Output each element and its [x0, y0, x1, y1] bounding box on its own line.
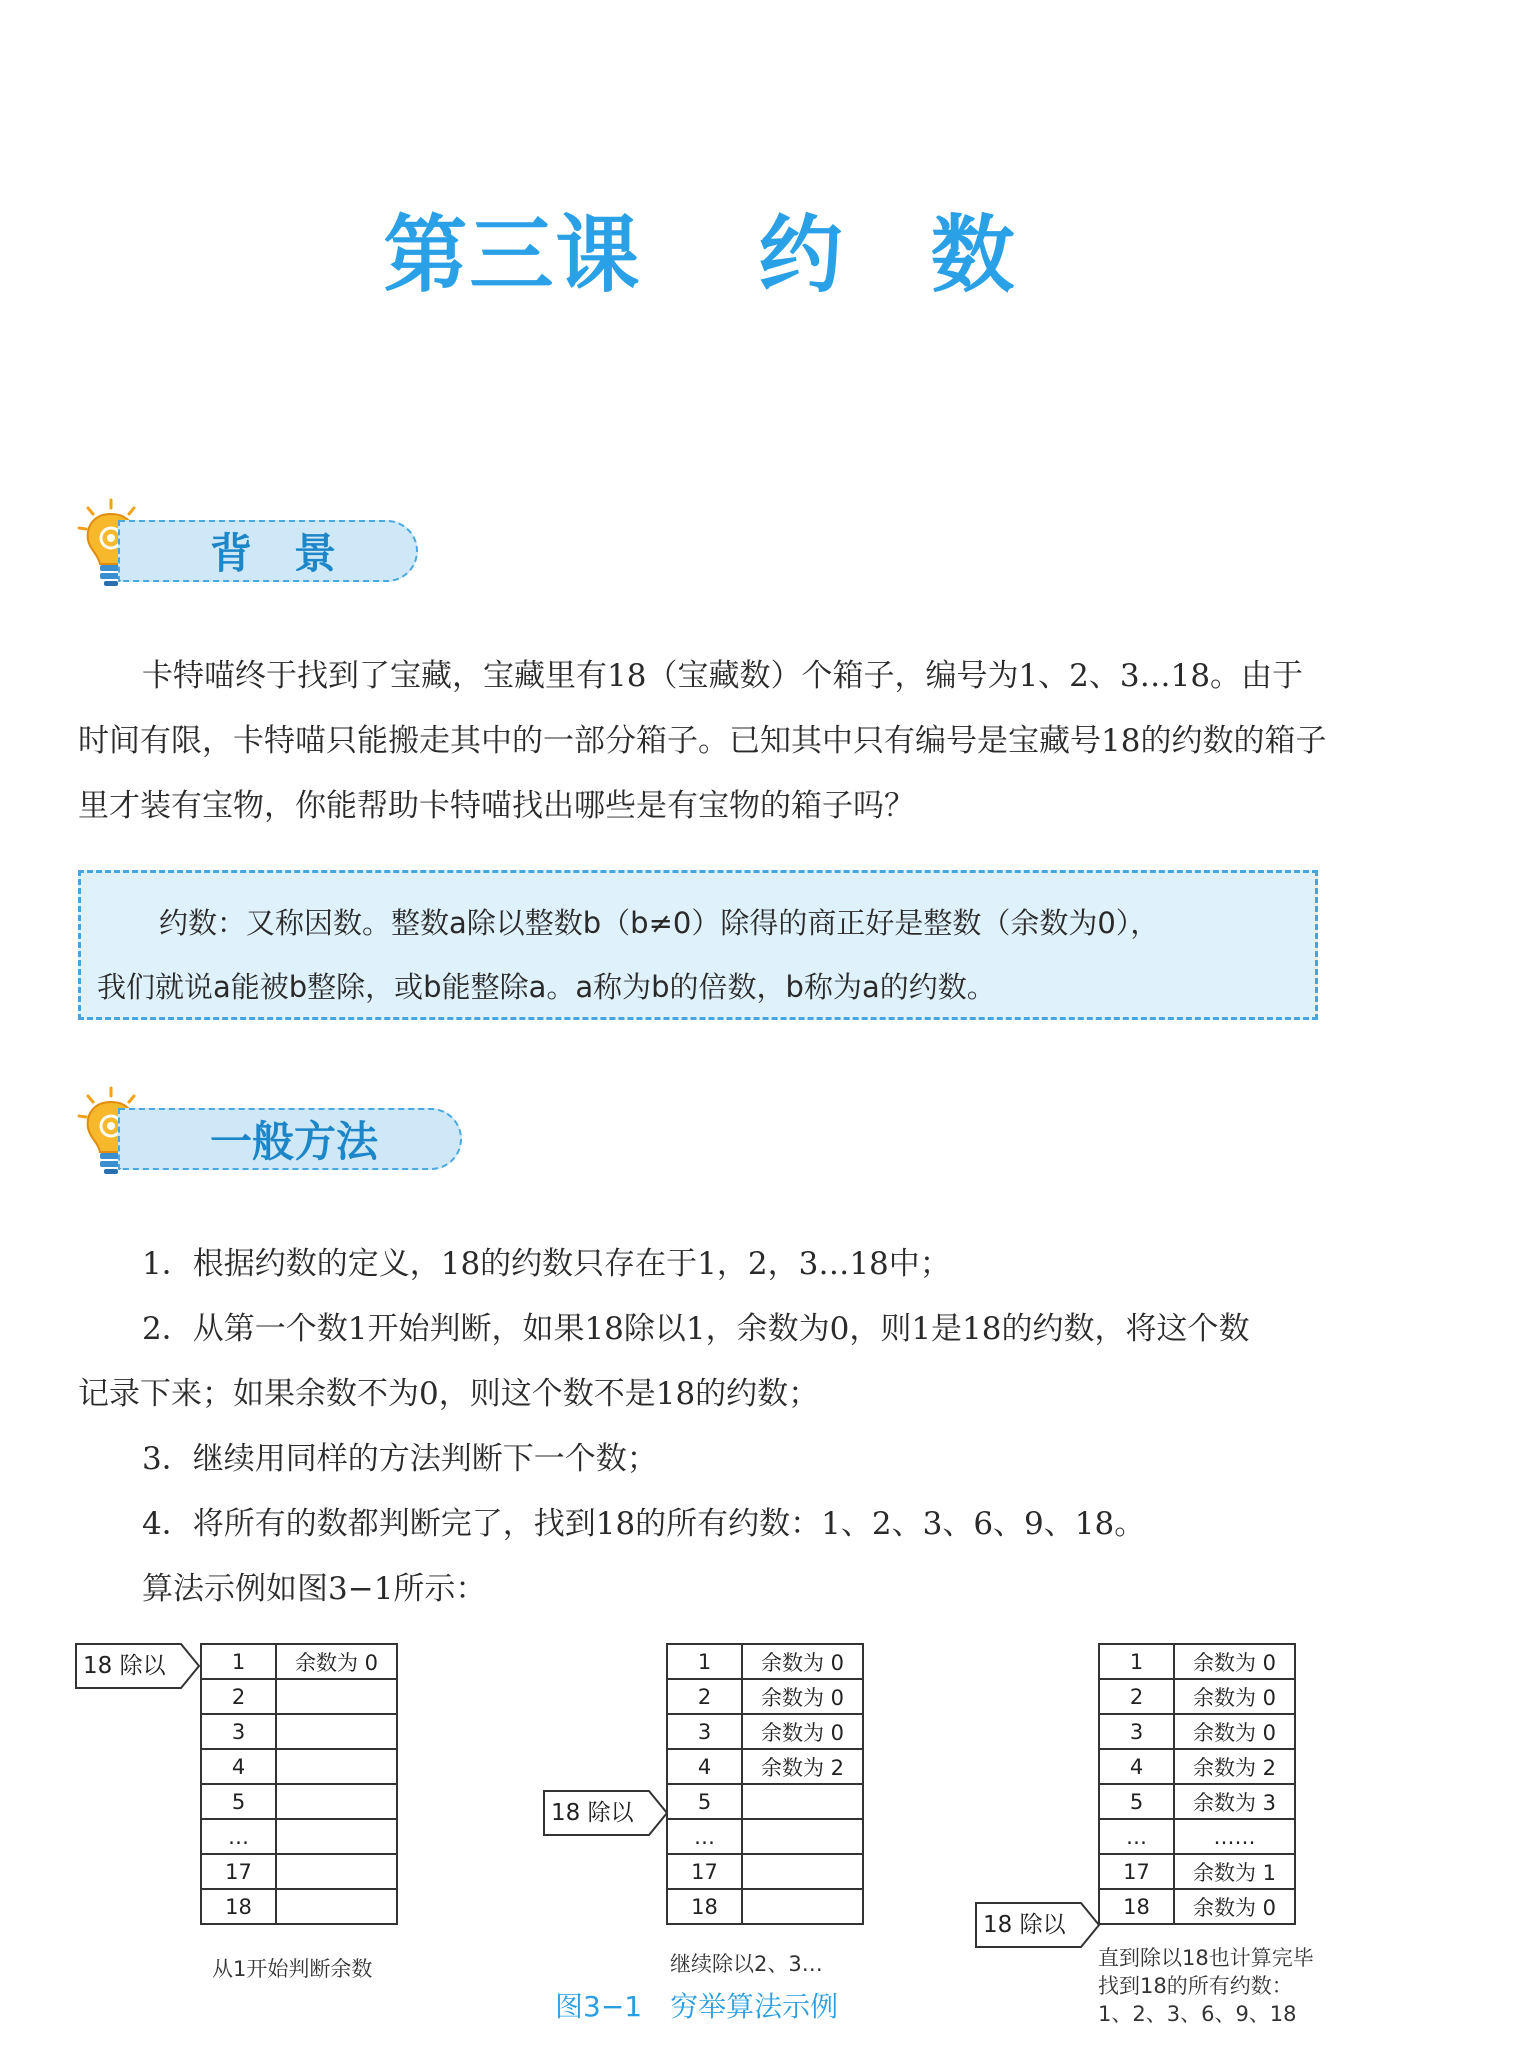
- divisor-cell: 2: [201, 1679, 276, 1714]
- remainder-cell: 余数为 0: [742, 1714, 863, 1749]
- caption-line: 1、2、3、6、9、18: [1098, 2002, 1297, 2026]
- table-row: [1099, 1644, 1295, 1679]
- definition-line-2: 我们就说a能被b整除，或b能整除a。a称为b的倍数，b称为a的约数。: [97, 970, 996, 1004]
- divide-arrow-label: 18 除以: [551, 1800, 634, 1826]
- remainder-cell: [276, 1749, 397, 1784]
- remainder-cell: [276, 1714, 397, 1749]
- divide-arrow-label: 18 除以: [983, 1912, 1066, 1938]
- table-row: [201, 1854, 397, 1889]
- divisor-cell: 4: [1099, 1749, 1174, 1784]
- table-row: [1099, 1784, 1295, 1819]
- divisor-cell: 17: [1099, 1854, 1174, 1889]
- table-row: [667, 1889, 863, 1924]
- figure-caption: 图3−1 穷举算法示例: [555, 1990, 839, 2023]
- figure-intro: 算法示例如图3−1所示：: [142, 1571, 487, 1607]
- remainder-table-3: [1098, 1643, 1296, 1925]
- divide-arrow-label: 18 除以: [83, 1653, 166, 1679]
- diagram-caption-2: [670, 1950, 823, 1978]
- remainder-cell: 余数为 1: [1174, 1854, 1295, 1889]
- table-row: [667, 1819, 863, 1854]
- definition-box: [78, 870, 1318, 1020]
- divide-arrow: [975, 1902, 1101, 1948]
- divisor-cell: 5: [667, 1784, 742, 1819]
- divisor-cell: …: [667, 1819, 742, 1854]
- remainder-cell: 余数为 0: [742, 1644, 863, 1679]
- caption-line: 直到除以18也计算完毕: [1098, 1946, 1314, 1970]
- step-2-continued: 记录下来；如果余数不为0，则这个数不是18的约数；: [78, 1376, 820, 1412]
- table-row: [201, 1714, 397, 1749]
- divisor-cell: 17: [201, 1854, 276, 1889]
- diagram-caption-1: [212, 1955, 372, 1983]
- divisor-cell: 2: [667, 1679, 742, 1714]
- step-4: 4．将所有的数都判断完了，找到18的所有约数：1、2、3、6、9、18。: [142, 1506, 1146, 1542]
- table-row: [1099, 1819, 1295, 1854]
- section-heading-label: 背 景: [118, 520, 418, 582]
- remainder-cell: [276, 1784, 397, 1819]
- table-row: [1099, 1889, 1295, 1924]
- divisor-cell: 18: [1099, 1889, 1174, 1924]
- divisor-cell: 4: [667, 1749, 742, 1784]
- divisor-cell: …: [1099, 1819, 1174, 1854]
- remainder-cell: 余数为 2: [1174, 1749, 1295, 1784]
- remainder-cell: ……: [1174, 1819, 1295, 1854]
- diagram-caption-3: [1098, 1944, 1314, 2028]
- divisor-cell: 1: [201, 1644, 276, 1679]
- table-row: [667, 1644, 863, 1679]
- divisor-cell: 17: [667, 1854, 742, 1889]
- divisor-cell: 3: [1099, 1714, 1174, 1749]
- divisor-cell: 18: [667, 1889, 742, 1924]
- remainder-cell: 余数为 2: [742, 1749, 863, 1784]
- background-paragraph: 卡特喵终于找到了宝藏，宝藏里有18（宝藏数）个箱子，编号为1、2、3…18。由于时间有限，卡特喵只能搬走其中的一部分箱子。已知其中只有编号是宝藏号18的约数的箱子里才装有宝物，你能帮助卡特喵找出哪些是有宝物的箱子吗？: [78, 658, 1327, 824]
- remainder-cell: [276, 1854, 397, 1889]
- remainder-cell: [276, 1679, 397, 1714]
- table-row: [667, 1784, 863, 1819]
- table-row: [201, 1644, 397, 1679]
- table-row: [201, 1749, 397, 1784]
- remainder-cell: 余数为 0: [276, 1644, 397, 1679]
- table-row: [1099, 1749, 1295, 1784]
- divisor-cell: …: [201, 1819, 276, 1854]
- remainder-cell: 余数为 0: [1174, 1679, 1295, 1714]
- step-1: 1．根据约数的定义，18的约数只存在于1，2，3…18中；: [142, 1246, 951, 1282]
- caption-line: 从1开始判断余数: [212, 1957, 373, 1981]
- divisor-cell: 5: [201, 1784, 276, 1819]
- remainder-cell: [742, 1854, 863, 1889]
- table-row: [667, 1854, 863, 1889]
- table-row: [667, 1714, 863, 1749]
- section-heading-background: [76, 498, 396, 590]
- table-row: [667, 1679, 863, 1714]
- remainder-cell: [742, 1784, 863, 1819]
- remainder-cell: 余数为 0: [742, 1679, 863, 1714]
- caption-line: 找到18的所有约数：: [1098, 1974, 1293, 1998]
- step-3: 3．继续用同样的方法判断下一个数；: [142, 1441, 658, 1477]
- table-row: [667, 1749, 863, 1784]
- table-row: [1099, 1714, 1295, 1749]
- divisor-cell: 3: [667, 1714, 742, 1749]
- remainder-cell: [276, 1889, 397, 1924]
- divisor-cell: 3: [201, 1714, 276, 1749]
- table-row: [1099, 1679, 1295, 1714]
- remainder-cell: 余数为 3: [1174, 1784, 1295, 1819]
- divide-arrow: [543, 1790, 669, 1836]
- divisor-cell: 18: [201, 1889, 276, 1924]
- section-heading-label: 一般方法: [118, 1108, 462, 1170]
- remainder-cell: 余数为 0: [1174, 1889, 1295, 1924]
- definition-line-1: 约数：又称因数。整数a除以整数b（b≠0）除得的商正好是整数（余数为0），: [159, 906, 1160, 940]
- remainder-cell: 余数为 0: [1174, 1644, 1295, 1679]
- table-row: [201, 1784, 397, 1819]
- remainder-cell: 余数为 0: [1174, 1714, 1295, 1749]
- section-heading-method: [76, 1086, 396, 1178]
- divisor-cell: 4: [201, 1749, 276, 1784]
- divide-arrow: [75, 1643, 201, 1689]
- remainder-cell: [276, 1819, 397, 1854]
- divisor-cell: 2: [1099, 1679, 1174, 1714]
- remainder-table-1: [200, 1643, 398, 1925]
- page-title: 第三课 约 数: [383, 206, 1017, 304]
- divisor-cell: 5: [1099, 1784, 1174, 1819]
- remainder-cell: [742, 1819, 863, 1854]
- table-row: [201, 1819, 397, 1854]
- divisor-cell: 1: [1099, 1644, 1174, 1679]
- remainder-table-2: [666, 1643, 864, 1925]
- table-row: [1099, 1854, 1295, 1889]
- divisor-cell: 1: [667, 1644, 742, 1679]
- remainder-cell: [742, 1889, 863, 1924]
- caption-line: 继续除以2、3…: [670, 1952, 823, 1976]
- table-row: [201, 1889, 397, 1924]
- step-2: 2．从第一个数1开始判断，如果18除以1，余数为0，则1是18的约数，将这个数: [142, 1311, 1250, 1347]
- table-row: [201, 1679, 397, 1714]
